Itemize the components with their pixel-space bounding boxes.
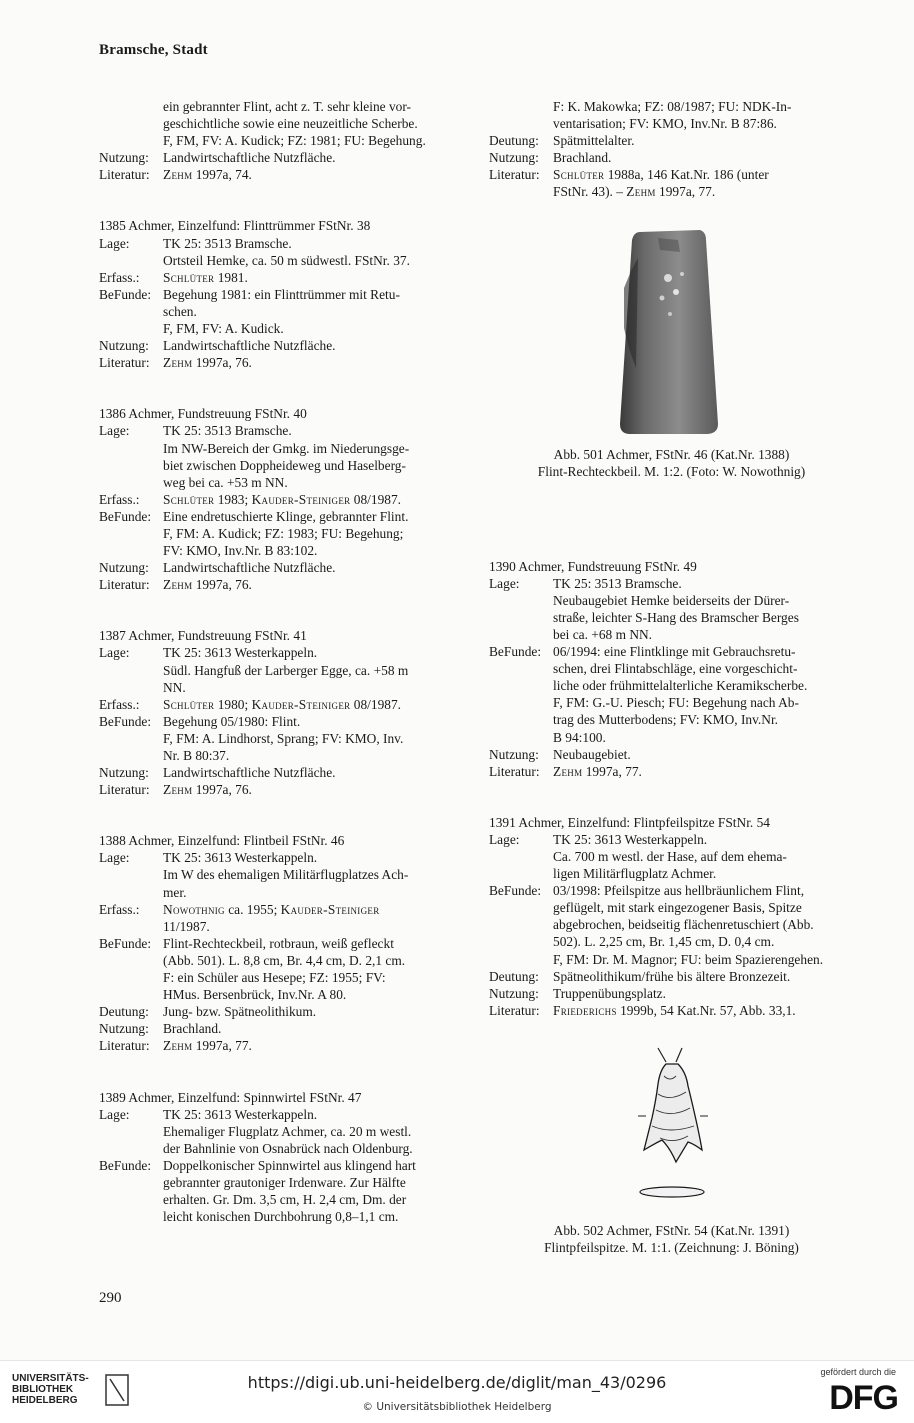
entry-continued-right: F: K. Makowka; FZ: 08/1987; FU: NDK-In- ventarisation; FV: KMO, Inv.Nr. B 87:86. Deutung: Spätmittelalter. Nutzung: Brachland. Literatur: Schlüter 1988a, 146 Kat.Nr. 186 (unter FStNr. 43). – Zehm 1997a, 77. [489, 99, 792, 200]
entry-1391: 1391 Achmer, Einzelfund: Flintpfeilspitze FStNr. 54 Lage: TK 25: 3613 Westerkappeln. Ca. 700 m westl. der Hase, auf dem ehema- ligen Militärflugplatz Achmer. BeFunde: 03/1998: Pfeilspitze aus hellbräunlichem Flint, geflügelt, mit stark eingezogener Basis, Spitze abgebrochen, beidseitig flächenretuschiert (Abb. 502). L. 2,25 cm, Br. 1,45 cm, D. 0,4 cm. F, FM: Dr. M. Magnor; FU: beim Spazierengehen. Deutung: Spätneolithikum/frühe bis ältere Bronzezeit. Nutzung: Truppenübungsplatz. Literatur: Friederichs 1999b, 54 Kat.Nr. 57, Abb. 33,1. [489, 814, 854, 1019]
left-column [99, 98, 464, 1242]
dfg-funding-note: gefördert durch die [820, 1367, 896, 1377]
entry-title: 1388 Achmer, Einzelfund: Flintbeil FStNr. 46 [99, 833, 345, 849]
entry-1387: 1387 Achmer, Fundstreuung FStNr. 41 Lage: TK 25: 3613 Westerkappeln. Südl. Hangfuß der Larberger Egge, ca. +58 m NN. Erfass.: Schlüter 1980; Kauder-Steiniger 08/1987. BeFunde: Begehung 05/1980: Flint. F, FM: A. Lindhorst, Sprang; FV: KMO, Inv. Nr. B 80:37. Nutzung: Landwirtschaftliche Nutzfläche. Literatur: Zehm 1997a, 76. [99, 627, 464, 798]
page-number: 290 [99, 1290, 122, 1306]
dfg-logo[interactable]: DFG [829, 1379, 898, 1417]
viewer-footer [0, 1360, 914, 1423]
entry-1386: 1386 Achmer, Fundstreuung FStNr. 40 Lage: TK 25: 3513 Bramsche. Im NW-Bereich der Gmkg. im Niederungsge- biet zwischen Doppheideweg und Haselberg- weg bei ca. +53 m NN. Erfass.: Schlüter 1983; Kauder-Steiniger 08/1987. BeFunde: Eine endretuschierte Klinge, gebrannter Flint. F, FM: A. Kudick; FZ: 1983; FU: Begehung; FV: KMO, Inv.Nr. B 83:102. Nutzung: Landwirtschaftliche Nutzfläche. Literatur: Zehm 1997a, 76. [99, 405, 464, 593]
entry-title: 1391 Achmer, Einzelfund: Flintpfeilspitze FStNr. 54 [489, 814, 771, 830]
entry-1388: 1388 Achmer, Einzelfund: Flintbeil FStNr. 46 Lage: TK 25: 3613 Westerkappeln. Im W des ehemaligen Militärflugplatzes Ach- mer. Erfass.: Nowothnig ca. 1955; Kauder-Steiniger 11/1987. BeFunde: Flint-Rechteckbeil, rotbraun, weiß gefleckt (Abb. 501). L. 8,8 cm, Br. 4,4 cm, D. 2,1 cm. F: ein Schüler aus Hesepe; FZ: 1955; FV: HMus. Bersenbrück, Inv.Nr. A 80. Deutung: Jung- bzw. Spätneolithikum. Nutzung: Brachland. Literatur: Zehm 1997a, 77. [99, 832, 464, 1054]
entry-1385: 1385 Achmer, Einzelfund: Flinttrümmer FStNr. 38 Lage: TK 25: 3513 Bramsche. Ortsteil Hemke, ca. 50 m südwestl. FStNr. 37. Erfass.: Schlüter 1981. BeFunde: Begehung 1981: ein Flinttrümmer mit Retu- schen. F, FM, FV: A. Kudick. Nutzung: Landwirtschaftliche Nutzfläche. Literatur: Zehm 1997a, 76. [99, 217, 464, 371]
copyright-notice: © Universitätsbibliothek Heidelberg [362, 1401, 552, 1413]
flint-axe-photo [618, 228, 722, 436]
ub-heidelberg-logo[interactable]: UNIVERSITÄTS- BIBLIOTHEK HEIDELBERG [12, 1373, 89, 1406]
figure-501-caption: Abb. 501 Achmer, FStNr. 46 (Kat.Nr. 1388) Flint-Rechteckbeil. M. 1:2. (Foto: W. Nowothnig) [537, 447, 806, 480]
entry-title: 1389 Achmer, Einzelfund: Spinnwirtel FStNr. 47 [99, 1089, 362, 1105]
entry-title: 1387 Achmer, Fundstreuung FStNr. 41 [99, 628, 307, 644]
arrowhead-drawing [630, 1046, 715, 1206]
entry-title: 1386 Achmer, Fundstreuung FStNr. 40 [99, 406, 307, 422]
entry-continued: ein gebrannter Flint, acht z. T. sehr kleine vor- geschichtliche sowie eine neuzeitliche Scherbe. F, FM, FV: A. Kudick; FZ: 1981; FU: Begehung. Nutzung: Landwirtschaftliche Nutzfläche. Literatur: Zehm 1997a, 74. [99, 99, 426, 183]
entry-title: 1390 Achmer, Fundstreuung FStNr. 49 [489, 558, 697, 574]
running-header: Bramsche, Stadt [99, 42, 208, 58]
entry-title: 1385 Achmer, Einzelfund: Flinttrümmer FStNr. 38 [99, 218, 371, 234]
permalink-url[interactable]: https://digi.ub.uni-heidelberg.de/diglit/man_43/0296 [247, 1373, 667, 1392]
entry-1389: 1389 Achmer, Einzelfund: Spinnwirtel FStNr. 47 Lage: TK 25: 3613 Westerkappeln. Ehemaliger Flugplatz Achmer, ca. 20 m westl. der Bahnlinie von Osnabrück nach Oldenburg. BeFunde: Doppelkonischer Spinnwirtel aus klingend hart gebrannter grautoniger Irdenware. Zur Hälfte erhalten. Gr. Dm. 3,5 cm, H. 2,4 cm, Dm. der leicht konischen Durchbohrung 0,8–1,1 cm. [99, 1089, 464, 1226]
figure-502-caption: Abb. 502 Achmer, FStNr. 54 (Kat.Nr. 1391) Flintpfeilspitze. M. 1:1. (Zeichnung: J. Böning) [544, 1223, 799, 1256]
entry-1390: 1390 Achmer, Fundstreuung FStNr. 49 Lage: TK 25: 3513 Bramsche. Neubaugebiet Hemke beiderseits der Dürer- straße, leichter S-Hang des Bramscher Berges bei ca. +68 m NN. BeFunde: 06/1994: eine Flintklinge mit Gebrauchsretu- schen, drei Flintabschläge, eine vorgeschicht- liche oder frühmittelalterliche Keramikscherbe. F, FM: G.-U. Piesch; FU: Begehung nach Ab- trag des Mutterbodens; FV: KMO, Inv.Nr. B 94:100. Nutzung: Neubaugebiet. Literatur: Zehm 1997a, 77. [489, 558, 854, 780]
